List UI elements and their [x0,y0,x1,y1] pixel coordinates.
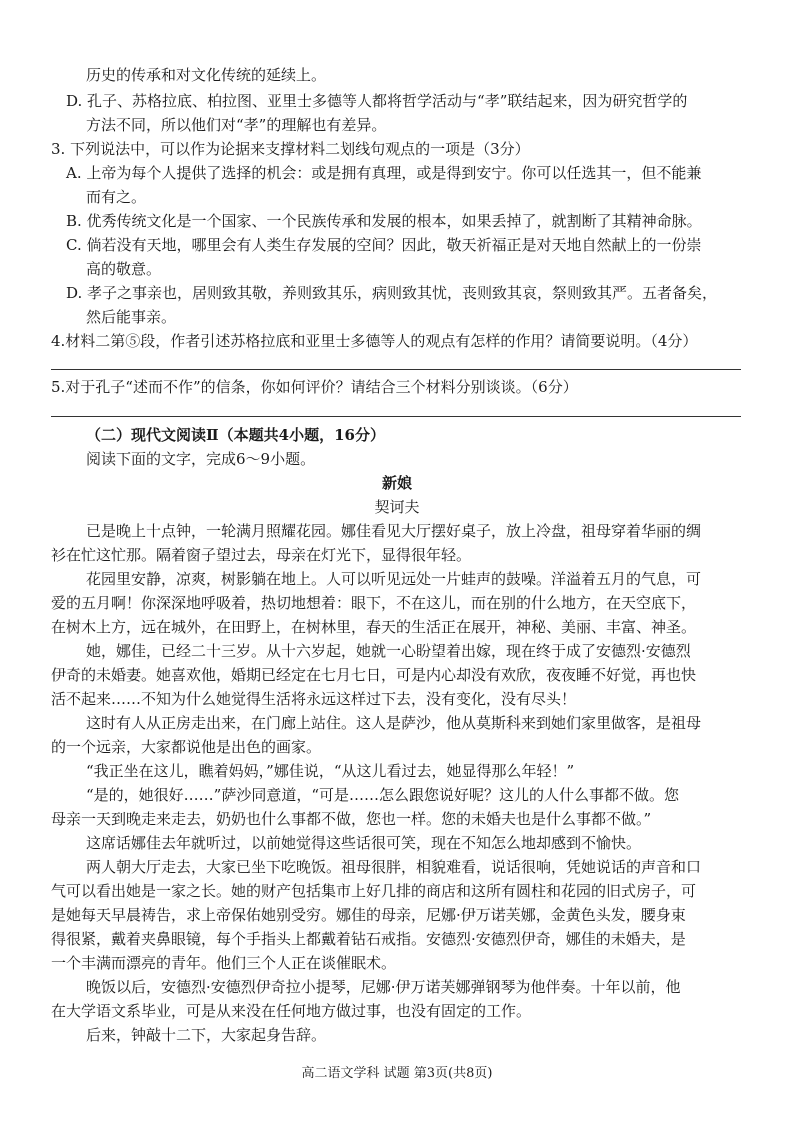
option-d-line-2: 方法不同，所以他们对“孝”的理解也有差异。 [86,116,387,134]
story-line: 两人朝大厅走去，大家已坐下吃晚饭。祖母很胖，相貌难看，说话很响，凭她说话的声音和口 [86,858,702,876]
question-3-option-d-line-2: 然后能事亲。 [86,308,177,326]
story-line: 已是晚上十点钟，一轮满月照耀花园。娜佳看见大厅摆好桌子，放上冷盘，祖母穿着华丽的绸 [86,522,702,540]
story-line: 的一个远亲，大家都说他是出色的画家。 [51,738,322,756]
question-5: 5.对于孔子“述而不作”的信条，你如何评价？请结合三个材料分别谈谈。（6分） [51,378,578,396]
story-line: 爱的五月啊！你深深地呼吸着，热切地想着：眼下，不在这儿，而在别的什么地方，在天空底下， [51,594,697,612]
story-line: 一个丰满而漂亮的青年。他们三个人正在谈催眠术。 [51,954,397,972]
page-footer: 高二语文学科 试题 第3页(共8页) [301,1066,493,1081]
option-d-line-1: D. 孔子、苏格拉底、柏拉图、亚里士多德等人都将哲学活动与“孝”联结起来，因为研究哲学的 [66,92,688,110]
question-3-option-c-line-1: C. 倘若没有天地，哪里会有人类生存发展的空间？因此，敬天祈福正是对天地自然献上的一份崇 [66,236,702,254]
question-3-option-c-line-2: 高的敬意。 [86,260,162,278]
answer-line-q5 [51,416,741,417]
question-3-option-b: B. 优秀传统文化是一个国家、一个民族传承和发展的根本，如果丢掉了，就割断了其精神命脉。 [66,212,702,230]
story-line: 衫在忙这忙那。隔着窗子望过去，母亲在灯光下，显得很年轻。 [51,546,472,564]
question-4: 4.材料二第⑤段，作者引述苏格拉底和亚里士多德等人的观点有怎样的作用？请简要说明。（4分） [51,332,698,350]
story-line: 晚饭以后，安德烈·安德烈伊奇拉小提琴，尼娜·伊万诺芙娜弹钢琴为他伴奏。十年以前，他 [86,978,681,996]
question-3-stem: 3. 下列说法中，可以作为论据来支撑材料二划线句观点的一项是（3分） [51,140,530,158]
story-line: 气可以看出她是一家之长。她的财产包括集市上好几排的商店和这所有圆柱和花园的旧式房子，可 [51,882,697,900]
story-line: “我正坐在这儿，瞧着妈妈，”娜佳说，“从这儿看过去，她显得那么年轻！” [86,762,575,780]
section-2-heading: （二）现代文阅读Ⅱ（本题共4小题，16分） [86,426,385,444]
story-line: 活不起来……不知为什么她觉得生活将永远这样过下去，没有变化，没有尽头！ [51,690,577,708]
option-c-continuation: 历史的传承和对文化传统的延续上。 [86,66,327,84]
story-line: 是她每天早晨祷告，求上帝保佑她别受穷。娜佳的母亲，尼娜·伊万诺芙娜，金黄色头发，腰身束 [51,906,686,924]
story-line: 在树木上方，远在城外，在田野上，在树林里，春天的生活正在展开，神秘、美丽、丰富、神圣。 [51,618,697,636]
story-line: “是的，她很好……”萨沙同意道，“可是……怎么跟您说好呢？这儿的人什么事都不做。您 [86,786,680,804]
story-author: 契诃夫 [374,498,420,516]
story-line: 后来，钟敲十二下，大家起身告辞。 [86,1026,327,1044]
story-line: 这时有人从正房走出来，在门廊上站住。这人是萨沙，他从莫斯科来到她们家里做客，是祖母 [86,714,702,732]
story-line: 花园里安静，凉爽，树影躺在地上。人可以听见远处一片蛙声的鼓噪。洋溢着五月的气息，可 [86,570,702,588]
story-line: 伊奇的未婚妻。她喜欢他，婚期已经定在七月七日，可是内心却没有欢欣，夜夜睡不好觉，再也快 [51,666,697,684]
story-line: 在大学语文系毕业，可是从来没在任何地方做过事，也没有固定的工作。 [51,1002,532,1020]
section-2-instruction: 阅读下面的文字，完成6～9小题。 [86,450,316,468]
question-3-option-a-line-2: 而有之。 [86,188,147,206]
question-3-option-a-line-1: A. 上帝为每个人提供了选择的机会：或是拥有真理，或是得到安宁。你可以任选其一，但不能兼 [66,164,702,182]
story-title: 新娘 [381,474,412,492]
story-line: 这席话娜佳去年就听过，以前她觉得这些话很可笑，现在不知怎么地却感到不愉快。 [86,834,642,852]
story-line: 她，娜佳，已经二十三岁。从十六岁起，她就一心盼望着出嫁，现在终于成了安德烈·安德烈 [86,642,691,660]
question-3-option-d-line-1: D. 孝子之事亲也，居则致其敬，养则致其乐，病则致其忧，丧则致其哀，祭则致其严。五者备矣， [66,284,718,302]
story-line: 母亲一天到晚走来走去，奶奶也什么事都不做，您也一样。您的未婚夫也是什么事都不做。” [51,810,652,828]
story-line: 得很紧，戴着夹鼻眼镜，每个手指头上都戴着钻石戒指。安德烈·安德烈伊奇，娜佳的未婚夫，是 [51,930,686,948]
answer-line-q4 [51,369,741,370]
